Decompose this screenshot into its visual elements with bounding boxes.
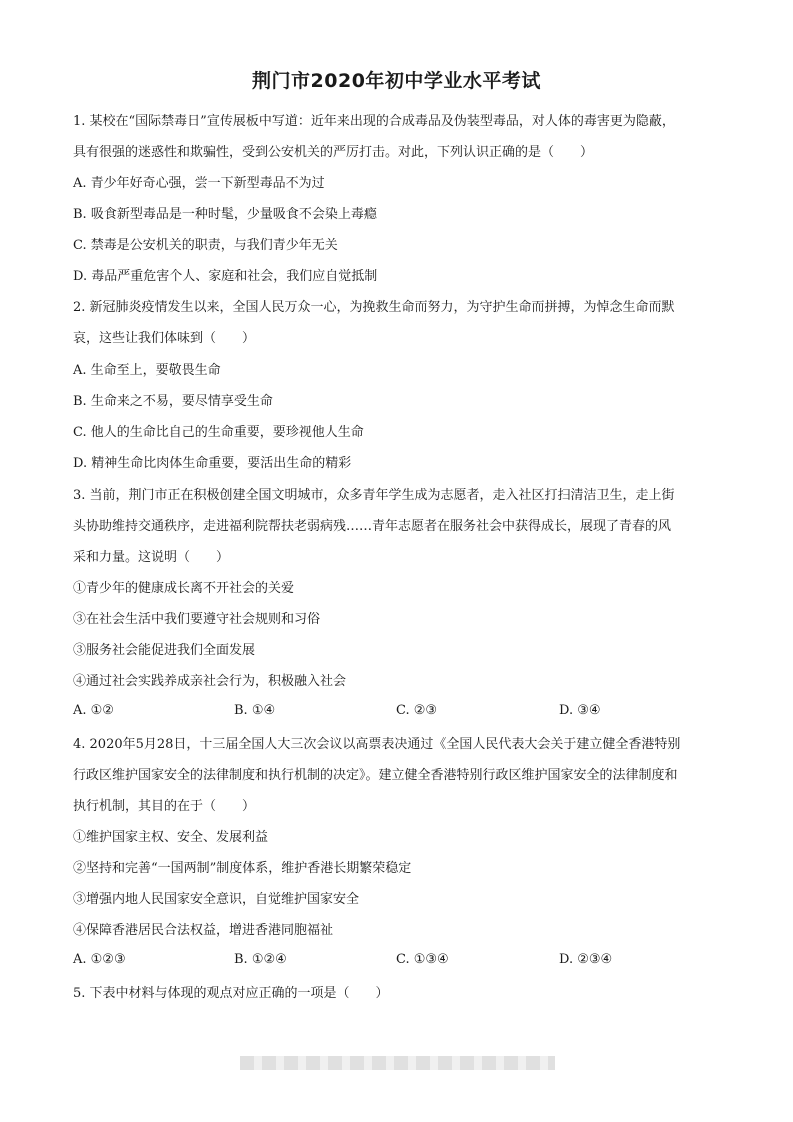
q4-statement-2: ②坚持和完善“一国两制”制度体系，维护香港长期繁荣稳定 — [73, 861, 412, 876]
q3-stem-line-2: 头协助维持交通秩序，走进福利院帮扶老弱病残……青年志愿者在服务社会中获得成长，展现了青春的风 — [73, 519, 672, 534]
q4-stem-line-1: 4. 2020年5月28日，十三届全国人大三次会议以高票表决通过《全国人民代表大会关于建立健全香港特别 — [73, 737, 681, 752]
q3-statement-1: ①青少年的健康成长离不开社会的关爱 — [73, 581, 295, 596]
q5-stem-line-1: 5. 下表中材料与体现的观点对应正确的一项是（ ） — [73, 986, 389, 1001]
page-title: 荆门市2020年初中学业水平考试 — [252, 70, 541, 92]
q3-stem-line-3: 采和力量。这说明（ ） — [73, 550, 230, 565]
q3-choice-a: A. ①② — [73, 703, 114, 718]
q2-stem-line-2: 哀，这些让我们体味到（ ） — [73, 331, 256, 346]
q2-option-b: B. 生命来之不易，要尽情享受生命 — [73, 394, 273, 409]
q1-stem-line-2: 具有很强的迷惑性和欺骗性，受到公安机关的严厉打击。对此，下列认识正确的是（ ） — [73, 145, 594, 160]
q3-choice-b: B. ①④ — [234, 703, 276, 718]
q3-statement-3: ③服务社会能促进我们全面发展 — [73, 643, 256, 658]
q2-option-a: A. 生命至上，要敬畏生命 — [73, 363, 221, 378]
q4-choice-b: B. ①②④ — [234, 952, 287, 967]
q1-stem-line-1: 1. 某校在“国际禁毒日”宣传展板中写道：近年来出现的合成毒品及伪装型毒品，对人体的毒害更为隐蔽， — [73, 114, 675, 129]
q4-stem-line-2: 行政区维护国家安全的法律制度和执行机制的决定》。建立健全香港特别行政区维护国家安全的法律制度和 — [73, 768, 678, 783]
q2-option-c: C. 他人的生命比自己的生命重要，要珍视他人生命 — [73, 425, 364, 440]
blurred-footer-watermark — [240, 1056, 555, 1070]
q4-statement-1: ①维护国家主权、安全、发展利益 — [73, 830, 269, 845]
q2-option-d: D. 精神生命比肉体生命重要，要活出生命的精彩 — [73, 456, 352, 471]
q1-option-c: C. 禁毒是公安机关的职责，与我们青少年无关 — [73, 238, 338, 253]
q1-option-b: B. 吸食新型毒品是一种时髦，少量吸食不会染上毒瘾 — [73, 207, 377, 222]
q1-option-a: A. 青少年好奇心强，尝一下新型毒品不为过 — [73, 176, 325, 191]
q4-choice-c: C. ①③④ — [396, 952, 449, 967]
q3-stem-line-1: 3. 当前，荆门市正在积极创建全国文明城市，众多青年学生成为志愿者，走入社区打扫清洁卫生，走上街 — [73, 488, 675, 503]
q4-statement-4: ④保障香港居民合法权益，增进香港同胞福祉 — [73, 923, 334, 938]
q1-option-d: D. 毒品严重危害个人、家庭和社会，我们应自觉抵制 — [73, 269, 378, 284]
q4-stem-line-3: 执行机制，其目的在于（ ） — [73, 799, 256, 814]
q4-statement-3: ③增强内地人民国家安全意识，自觉维护国家安全 — [73, 892, 360, 907]
q2-stem-line-1: 2. 新冠肺炎疫情发生以来，全国人民万众一心，为挽救生命而努力，为守护生命而拼搏，为悼念生命而默 — [73, 300, 675, 315]
q3-choice-c: C. ②③ — [396, 703, 438, 718]
q3-choice-d: D. ③④ — [559, 703, 601, 718]
q3-statement-4: ④通过社会实践养成亲社会行为，积极融入社会 — [73, 674, 347, 689]
q4-choice-d: D. ②③④ — [559, 952, 613, 967]
q3-statement-2: ③在社会生活中我们要遵守社会规则和习俗 — [73, 612, 321, 627]
q4-choice-a: A. ①②③ — [73, 952, 126, 967]
